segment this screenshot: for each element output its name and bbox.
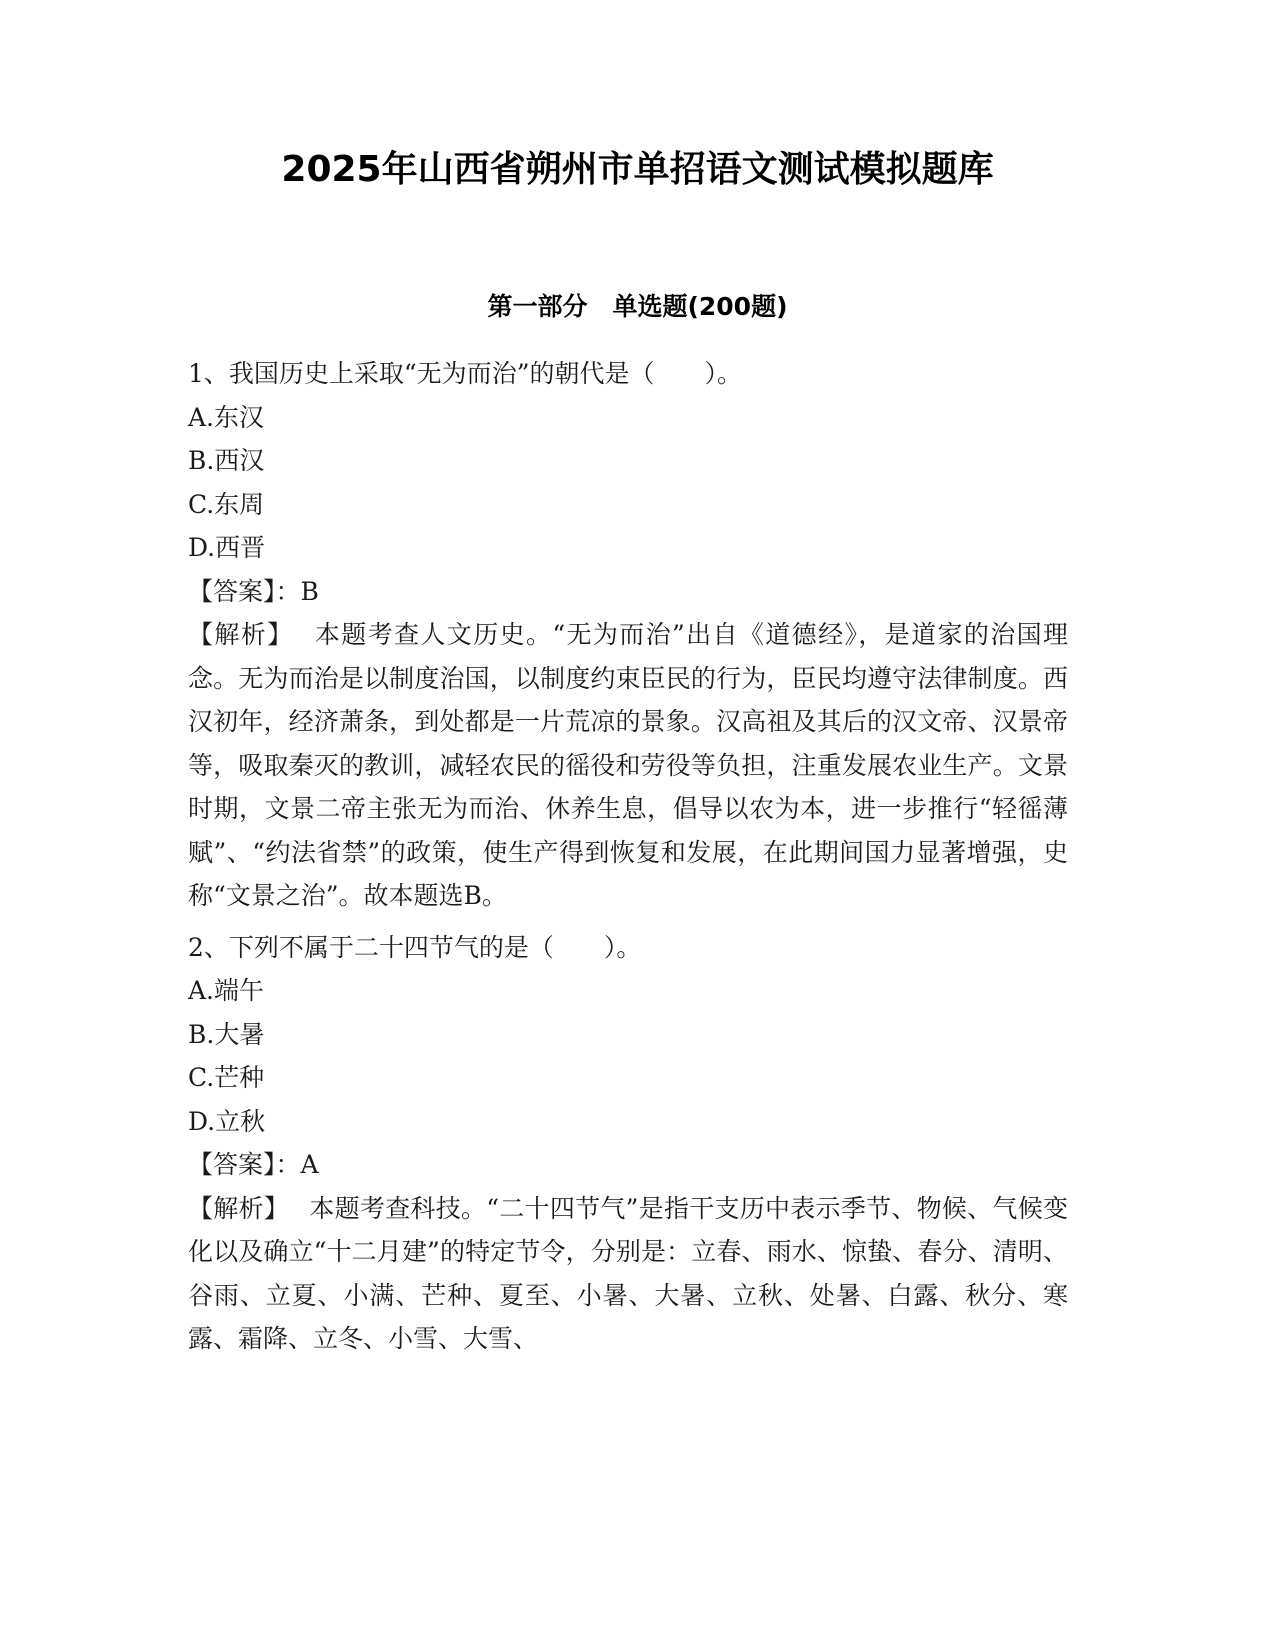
option-c: C.芒种 xyxy=(188,1063,265,1092)
answer-label: 【答案】： xyxy=(188,1150,301,1179)
option-d: D.西晋 xyxy=(188,533,266,562)
question-1 xyxy=(188,352,1068,918)
answer-line xyxy=(188,570,1068,614)
answer-value: B xyxy=(300,576,319,606)
option-a: A.东汉 xyxy=(188,402,265,432)
answer-line xyxy=(188,1143,1068,1187)
question-2 xyxy=(188,926,1068,1361)
analysis-label: 【解析】 xyxy=(188,620,294,649)
document-title: 2025年山西省朔州市单招语文测试模拟题库 xyxy=(281,149,994,190)
question-stem: 2、下列不属于二十四节气的是（ ）。 xyxy=(188,932,642,962)
analysis-paragraph xyxy=(188,613,1068,918)
answer-label: 【答案】： xyxy=(188,576,301,606)
analysis-text: 本题考查科技。“二十四节气”是指干支历中表示季节、物候、气候变化以及确立“十二月建”的特定节令，分别是：立春、雨水、惊蛰、春分、清明、谷雨、立夏、小满、芒种、夏至、小暑、大暑、立秋、处暑、白露、秋分、寒露、霜降、立冬、小雪、大雪、 xyxy=(188,1193,1068,1353)
option-a: A.端午 xyxy=(188,976,265,1005)
analysis-paragraph xyxy=(188,1187,1068,1361)
section-title: 第一部分 单选题(200题) xyxy=(487,292,788,321)
question-stem: 1、我国历史上采取“无为而治”的朝代是（ ）。 xyxy=(188,359,742,388)
option-d: D.立秋 xyxy=(188,1106,266,1136)
question-list xyxy=(188,352,1068,1369)
analysis-text: 本题考查人文历史。“无为而治”出自《道德经》，是道家的治国理念。无为而治是以制度治国，以制度约束臣民的行为，臣民均遵守法律制度。西汉初年，经济萧条，到处都是一片荒凉的景象。汉高祖及其后的汉文帝、汉景帝等，吸取秦灭的教训，减轻农民的徭役和劳役等负担，注重发展农业生产。文景时期，文景二帝主张无为而治、休养生息，倡导以农为本，进一步推行“轻徭薄赋”、“约法省禁”的政策，使生产得到恢复和发展，在此期间国力显著增强，史称“文景之治”。故本题选B。 xyxy=(188,620,1068,910)
option-b: B.大暑 xyxy=(188,1019,265,1049)
option-c: C.东周 xyxy=(188,489,265,519)
analysis-label: 【解析】 xyxy=(188,1193,290,1223)
option-b: B.西汉 xyxy=(188,446,265,475)
answer-value: A xyxy=(300,1150,319,1179)
